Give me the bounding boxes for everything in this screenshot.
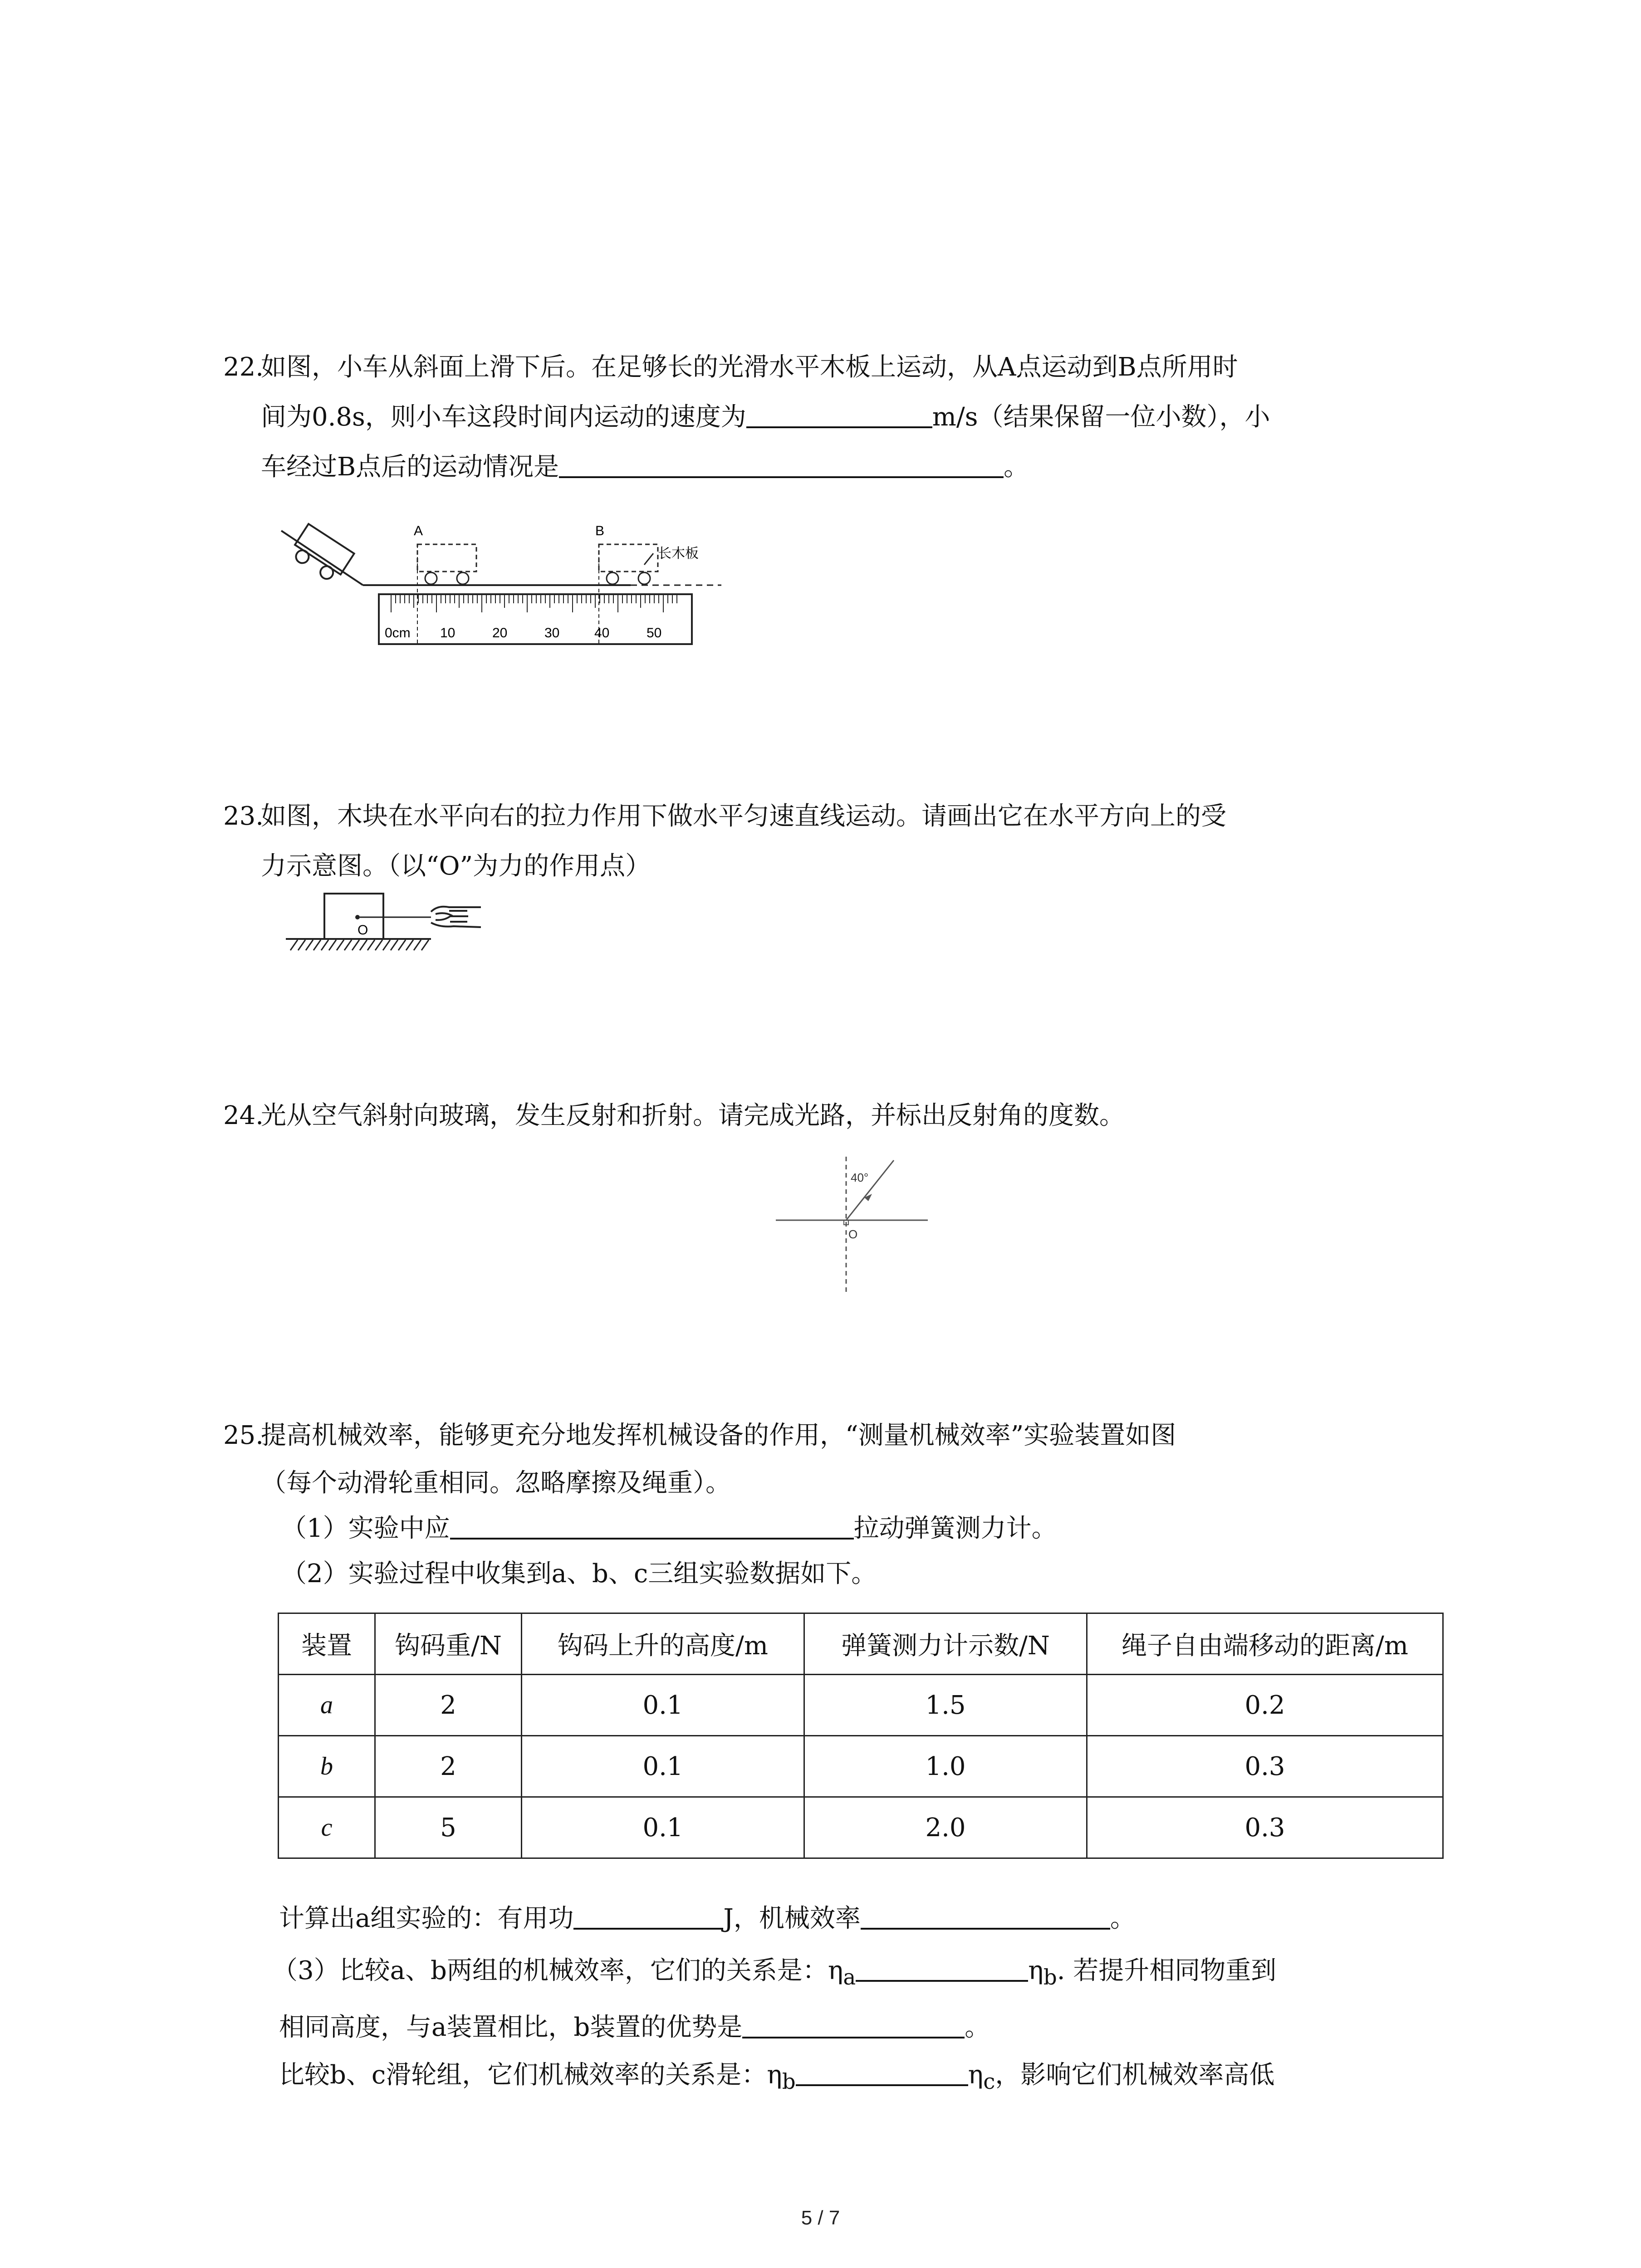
- table-cell: 0.1: [522, 1675, 804, 1736]
- q25-part3-sub-a: a: [843, 1965, 856, 1990]
- q22-speed-blank[interactable]: [746, 399, 932, 428]
- q25-calc: [279, 1901, 1136, 1937]
- q25-compare-ab-blank[interactable]: [856, 1953, 1028, 1982]
- q25-calc-text-c: 。: [1110, 1904, 1136, 1933]
- q24-angle-label: 40°: [851, 1171, 869, 1184]
- q25-calc-text-a: 计算出a组实验的：有用功: [279, 1904, 574, 1933]
- q24-incident-ray: [846, 1160, 894, 1220]
- q24-figure: [771, 1152, 935, 1297]
- table-row: [279, 1736, 1443, 1797]
- ground-hatch-line: [375, 940, 382, 950]
- table-header: 弹簧测力计示数/N: [804, 1613, 1087, 1675]
- table-cell: 0.1: [522, 1797, 804, 1858]
- q25-data-table: [278, 1613, 1444, 1859]
- q25-part3-line3-text-c: ，影响它们机械效率高低: [995, 2060, 1275, 2090]
- table-cell: 2: [375, 1736, 522, 1797]
- table-cell: 2: [375, 1675, 522, 1736]
- q23-line2: 力示意图。（以“O”为力的作用点）: [261, 851, 651, 881]
- ground-hatch-line: [398, 940, 406, 950]
- table-cell: 0.3: [1087, 1736, 1443, 1797]
- table-header: 装置: [279, 1613, 375, 1675]
- ground-hatch-line: [367, 940, 375, 950]
- table-cell: a: [279, 1675, 375, 1736]
- q25-number: 25.: [223, 1421, 264, 1450]
- q22-line3-text-a: 车经过B点后的运动情况是: [261, 452, 559, 482]
- table-cell: 0.2: [1087, 1675, 1443, 1736]
- q25-calc-text-b: J，机械效率: [723, 1904, 861, 1933]
- q25-part3: [272, 1953, 1276, 1996]
- q23-line1: 如图，木块在水平向右的拉力作用下做水平匀速直线运动。请画出它在水平方向上的受: [261, 802, 1226, 831]
- q25-efficiency-blank[interactable]: [861, 1901, 1110, 1930]
- ground-hatch-line: [352, 940, 359, 950]
- ruler-tick-label: 30: [544, 626, 560, 640]
- q25-part3-line3-sub-b: b: [782, 2070, 796, 2095]
- q23-block: [324, 894, 383, 939]
- q25-part1-text-a: （1）实验中应: [281, 1514, 450, 1543]
- table-cell: 1.5: [804, 1675, 1087, 1736]
- q22-board-label: 长木板: [658, 546, 699, 561]
- q22-line1: 如图，小车从斜面上滑下后。在足够长的光滑水平木板上运动，从A点运动到B点所用时: [261, 352, 1238, 382]
- ground-hatch-line: [360, 940, 367, 950]
- q22-label-a: A: [414, 523, 423, 538]
- table-cell: b: [279, 1736, 375, 1797]
- q24-point-label: O: [848, 1227, 858, 1241]
- q23-point-label: O: [358, 923, 368, 938]
- table-header: 钩码上升的高度/m: [522, 1613, 804, 1675]
- ground-hatch-line: [344, 940, 352, 950]
- table-header: 钩码重/N: [375, 1613, 522, 1675]
- q23-hand-icon: [431, 907, 481, 927]
- q25-part3-sub-b: b: [1043, 1965, 1057, 1990]
- table-cell: 2.0: [804, 1797, 1087, 1858]
- table-cell: c: [279, 1797, 375, 1858]
- ground-hatch-line: [314, 940, 321, 950]
- q24-line1: 光从空气斜射向玻璃，发生反射和折射。请完成光路，并标出反射角的度数。: [261, 1101, 1125, 1130]
- table-header-row: [279, 1613, 1443, 1675]
- q25-part3-line3-text-b: η: [968, 2060, 984, 2090]
- page-number: 5 / 7: [801, 2207, 840, 2229]
- q22-line2: [261, 399, 1270, 435]
- q23-number: 23.: [223, 802, 264, 831]
- q24-number: 24.: [223, 1101, 264, 1130]
- q22-line2-text-a: 间为0.8s，则小车这段时间内运动的速度为: [261, 402, 746, 432]
- q25-line1: 提高机械效率，能够更充分地发挥机械设备的作用，“测量机械效率”实验装置如图: [261, 1421, 1176, 1450]
- table-row: [279, 1675, 1443, 1736]
- q22-label-b: B: [595, 523, 605, 538]
- q25-part2: （2）实验过程中收集到a、b、c三组实验数据如下。: [281, 1559, 877, 1589]
- q22-line3: [261, 449, 1029, 485]
- q22-figure: [272, 499, 749, 653]
- table-cell: 0.1: [522, 1736, 804, 1797]
- q25-part1: [281, 1510, 1057, 1547]
- q25-line2: （每个动滑轮重相同。忽略摩擦及绳重）。: [261, 1468, 731, 1498]
- ground-hatch-line: [414, 940, 421, 950]
- table-header: 绳子自由端移动的距离/m: [1087, 1613, 1443, 1675]
- ruler-tick-label: 0cm: [385, 626, 411, 640]
- q22-line2-text-b: m/s（结果保留一位小数），小: [932, 402, 1270, 432]
- q23-ground-hatch: [290, 940, 429, 950]
- q25-part3-text-a: （3）比较a、b两组的机械效率，它们的关系是：η: [272, 1956, 843, 1985]
- q22-ruler-labels: [385, 626, 661, 640]
- q25-compare-bc-blank[interactable]: [796, 2057, 968, 2086]
- q22-number: 22.: [223, 352, 264, 382]
- q25-part3-line2-text-a: 相同高度，与a装置相比，b装置的优势是: [279, 2013, 743, 2042]
- q25-part1-blank[interactable]: [450, 1510, 854, 1540]
- q22-ruler-ticks: [391, 595, 677, 612]
- ground-hatch-line: [391, 940, 398, 950]
- table-cell: 5: [375, 1797, 522, 1858]
- q25-part3-text-b: η: [1028, 1956, 1043, 1985]
- ground-hatch-line: [337, 940, 344, 950]
- q22-motion-blank[interactable]: [559, 449, 1004, 478]
- q25-part3-line2-text-b: 。: [965, 2013, 990, 2042]
- q23-point: [355, 915, 360, 919]
- table-cell: 0.3: [1087, 1797, 1443, 1858]
- q25-part1-text-b: 拉动弹簧测力计。: [853, 1514, 1057, 1543]
- ground-hatch-line: [298, 940, 305, 950]
- ground-hatch-line: [421, 940, 429, 950]
- ruler-tick-label: 50: [647, 626, 662, 640]
- ground-hatch-line: [321, 940, 328, 950]
- table-cell: 1.0: [804, 1736, 1087, 1797]
- ground-hatch-line: [329, 940, 336, 950]
- q25-part3-line3-text-a: 比较b、c滑轮组，它们机械效率的关系是：η: [279, 2060, 782, 2090]
- q23-figure: [281, 889, 499, 966]
- ruler-tick-label: 40: [594, 626, 610, 640]
- q25-part3-text-c: . 若提升相同物重到: [1057, 1956, 1277, 1985]
- q25-advantage-blank[interactable]: [742, 2009, 965, 2038]
- ground-hatch-line: [383, 940, 390, 950]
- q25-part3-line2: [279, 2009, 990, 2046]
- ground-hatch-line: [306, 940, 313, 950]
- q25-part3-line3: [279, 2057, 1274, 2100]
- ground-hatch-line: [406, 940, 413, 950]
- ruler-tick-label: 20: [492, 626, 508, 640]
- ruler-tick-label: 10: [440, 626, 456, 640]
- q25-part3-line3-sub-c: c: [983, 2070, 995, 2095]
- q25-useful-work-blank[interactable]: [573, 1901, 723, 1930]
- ground-hatch-line: [290, 940, 298, 950]
- table-row: [279, 1797, 1443, 1858]
- q22-line3-text-b: 。: [1004, 452, 1029, 482]
